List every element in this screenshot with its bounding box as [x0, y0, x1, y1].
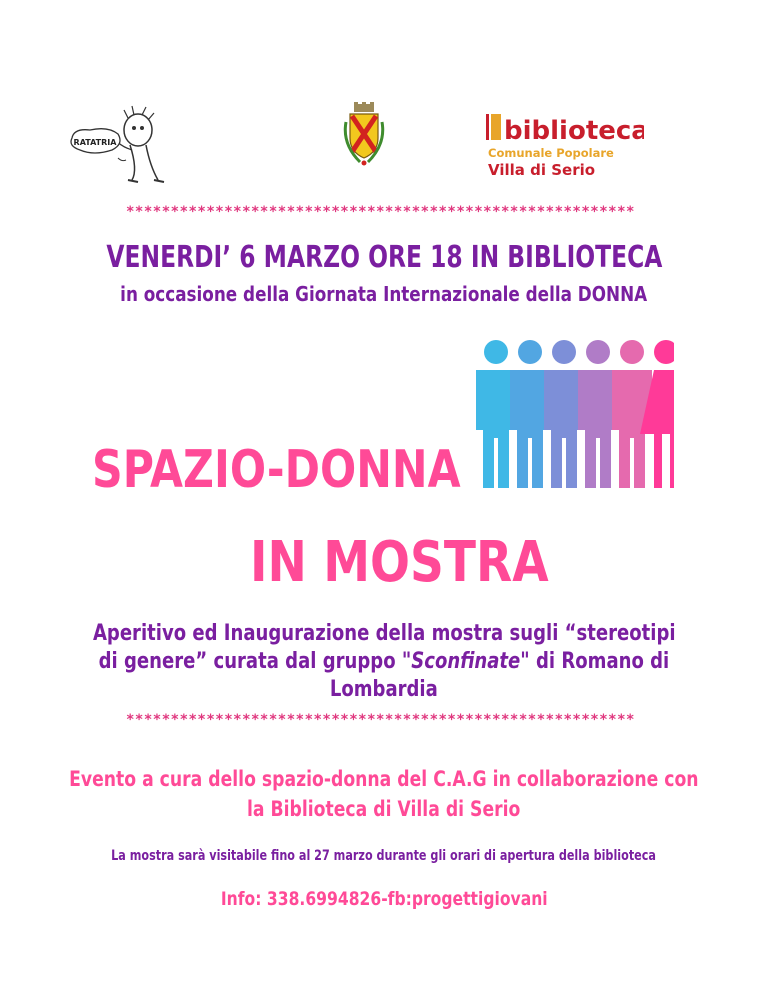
biblioteca-logo — [484, 108, 644, 180]
description-line3: Lombardia — [330, 677, 438, 702]
description-line1: Aperitivo ed Inaugurazione della mostra sugli “stereotipi — [92, 621, 676, 646]
subheadline: in occasione della Giornata Internazionale della DONNA — [120, 282, 648, 306]
description-sconfinate: Sconfinate — [411, 649, 521, 674]
coat-of-arms-logo — [342, 102, 386, 168]
headline: VENERDI’ 6 MARZO ORE 18 IN BIBLIOTECA — [105, 240, 662, 275]
info: Info: 338.6994826-fb:progettigiovani — [220, 888, 548, 910]
gender-figures-graphic — [464, 338, 674, 498]
description-line2-pre: di genere” curata dal gruppo " — [98, 649, 412, 674]
stars-divider-bottom: ********************************************************* — [126, 712, 635, 728]
biblioteca-sub: Comunale Popolare — [488, 146, 614, 160]
stars-divider-top: ********************************************************* — [126, 204, 635, 220]
description-line2-post: " di Romano di — [520, 649, 670, 674]
description — [0, 620, 768, 704]
ratatria-text: RATATRIA — [73, 138, 117, 147]
event-line2: la Biblioteca di Villa di Serio — [247, 797, 521, 821]
title-line1: SPAZIO-DONNA — [92, 440, 461, 500]
biblioteca-place: Villa di Serio — [488, 161, 596, 179]
note: La mostra sarà visitabile fino al 27 marzo durante gli orari di apertura della biblioteca — [111, 848, 657, 864]
figure-6 — [640, 340, 674, 488]
subheadline-wrap — [0, 282, 768, 306]
biblioteca-brand: biblioteca — [504, 116, 644, 146]
description-line2 — [99, 648, 670, 676]
ratatria-logo — [68, 100, 178, 190]
event-line1: Evento a cura dello spazio-donna del C.A.G in collaborazione con — [69, 767, 699, 791]
info-wrap — [0, 888, 768, 910]
note-wrap — [0, 848, 768, 864]
event — [0, 764, 768, 824]
title-line2: IN MOSTRA — [250, 530, 549, 595]
headline-wrap — [0, 240, 768, 275]
